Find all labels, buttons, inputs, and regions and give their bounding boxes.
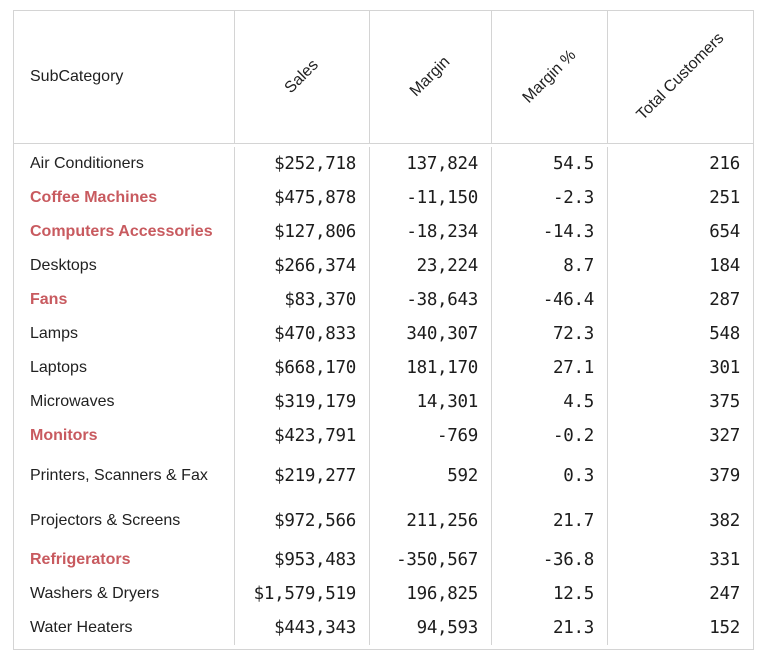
table-row[interactable]: [14, 543, 753, 577]
column-header-label: Margin: [406, 53, 454, 100]
sales-cell: $127,806: [234, 215, 369, 249]
margin-pct-cell: -36.8: [491, 543, 607, 577]
margin-pct-cell: -46.4: [491, 283, 607, 317]
margin-pct-cell: -2.3: [491, 181, 607, 215]
table-row[interactable]: [14, 215, 753, 249]
sales-cell: $443,343: [234, 611, 369, 645]
table-row[interactable]: [14, 419, 753, 453]
margin-cell: 23,224: [369, 249, 491, 283]
customers-cell: 331: [607, 543, 753, 577]
margin-pct-cell: -0.2: [491, 419, 607, 453]
margin-cell: -11,150: [369, 181, 491, 215]
subcategory-cell: Monitors: [30, 427, 98, 444]
customers-cell: 184: [607, 249, 753, 283]
column-header-total-customers[interactable]: [607, 11, 753, 143]
customers-cell: 152: [607, 611, 753, 645]
margin-cell: 181,170: [369, 351, 491, 385]
margin-pct-cell: 21.7: [491, 498, 607, 543]
margin-cell: 340,307: [369, 317, 491, 351]
margin-pct-cell: 4.5: [491, 385, 607, 419]
margin-cell: 14,301: [369, 385, 491, 419]
subcategory-cell: Washers & Dryers: [30, 585, 160, 602]
subcategory-cell: Coffee Machines: [30, 189, 158, 206]
sales-cell: $252,718: [234, 147, 369, 181]
subcategory-cell: Microwaves: [30, 393, 115, 410]
subcategory-table: [13, 10, 754, 650]
margin-cell: -18,234: [369, 215, 491, 249]
margin-cell: 137,824: [369, 147, 491, 181]
customers-cell: 301: [607, 351, 753, 385]
margin-pct-cell: 72.3: [491, 317, 607, 351]
sales-cell: $953,483: [234, 543, 369, 577]
table-row[interactable]: [14, 351, 753, 385]
margin-pct-cell: -14.3: [491, 215, 607, 249]
sales-cell: $83,370: [234, 283, 369, 317]
table-row[interactable]: [14, 181, 753, 215]
margin-pct-cell: 21.3: [491, 611, 607, 645]
margin-pct-cell: 0.3: [491, 453, 607, 498]
table-body: [14, 144, 753, 649]
customers-cell: 375: [607, 385, 753, 419]
customers-cell: 379: [607, 453, 753, 498]
subcategory-cell: Lamps: [30, 325, 79, 342]
subcategory-cell: Laptops: [30, 359, 87, 376]
column-header-margin[interactable]: [369, 11, 491, 143]
table-row[interactable]: [14, 611, 753, 645]
customers-cell: 327: [607, 419, 753, 453]
margin-pct-cell: 12.5: [491, 577, 607, 611]
margin-cell: -38,643: [369, 283, 491, 317]
subcategory-cell: Computers Accessories: [30, 223, 213, 240]
table-row[interactable]: [14, 577, 753, 611]
sales-cell: $470,833: [234, 317, 369, 351]
table-row[interactable]: [14, 147, 753, 181]
table-row[interactable]: [14, 385, 753, 419]
column-header-sales[interactable]: [234, 11, 369, 143]
customers-cell: 287: [607, 283, 753, 317]
sales-cell: $219,277: [234, 453, 369, 498]
customers-cell: 382: [607, 498, 753, 543]
sales-cell: $266,374: [234, 249, 369, 283]
sales-cell: $319,179: [234, 385, 369, 419]
margin-cell: 94,593: [369, 611, 491, 645]
margin-pct-cell: 27.1: [491, 351, 607, 385]
subcategory-cell: Refrigerators: [30, 551, 131, 568]
sales-cell: $1,579,519: [234, 577, 369, 611]
margin-cell: -769: [369, 419, 491, 453]
column-header-label: Total Customers: [633, 29, 728, 124]
customers-cell: 247: [607, 577, 753, 611]
table-row[interactable]: [14, 317, 753, 351]
table-row[interactable]: [14, 498, 753, 543]
sales-cell: $475,878: [234, 181, 369, 215]
margin-pct-cell: 8.7: [491, 249, 607, 283]
table-row[interactable]: [14, 283, 753, 317]
column-header-label: SubCategory: [30, 68, 124, 85]
margin-pct-cell: 54.5: [491, 147, 607, 181]
margin-cell: 196,825: [369, 577, 491, 611]
subcategory-cell: Projectors & Screens: [30, 511, 181, 529]
subcategory-cell: Printers, Scanners & Fax: [30, 466, 208, 484]
sales-cell: $668,170: [234, 351, 369, 385]
customers-cell: 654: [607, 215, 753, 249]
column-header-label: Sales: [281, 56, 322, 97]
table-row[interactable]: [14, 249, 753, 283]
margin-cell: -350,567: [369, 543, 491, 577]
sales-cell: $423,791: [234, 419, 369, 453]
subcategory-cell: Desktops: [30, 257, 97, 274]
customers-cell: 216: [607, 147, 753, 181]
table-header-row: [14, 11, 753, 144]
sales-cell: $972,566: [234, 498, 369, 543]
subcategory-cell: Air Conditioners: [30, 155, 144, 172]
margin-cell: 592: [369, 453, 491, 498]
customers-cell: 251: [607, 181, 753, 215]
margin-cell: 211,256: [369, 498, 491, 543]
column-header-subcategory[interactable]: [14, 11, 234, 143]
table-row[interactable]: [14, 453, 753, 498]
subcategory-cell: Water Heaters: [30, 619, 133, 636]
column-header-label: Margin %: [519, 46, 580, 107]
column-header-margin-pct[interactable]: [491, 11, 607, 143]
customers-cell: 548: [607, 317, 753, 351]
subcategory-cell: Fans: [30, 291, 68, 308]
